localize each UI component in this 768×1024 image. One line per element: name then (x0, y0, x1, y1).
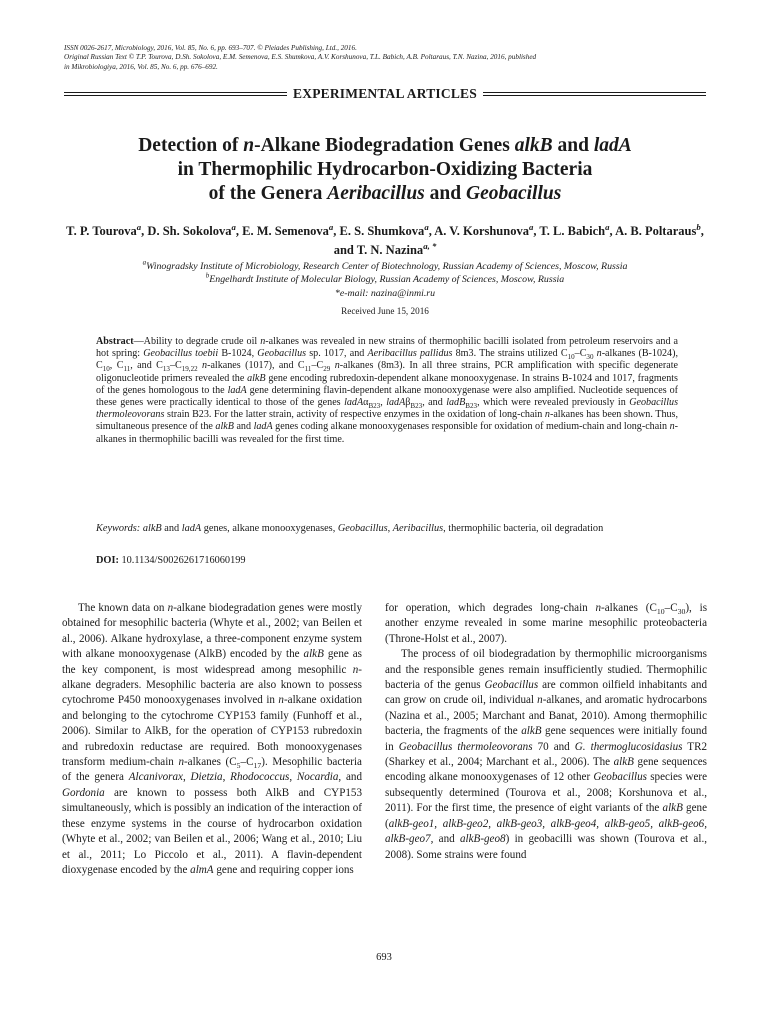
email: *e-mail: nazina@inmi.ru (334, 287, 436, 299)
journal-header (64, 44, 704, 72)
author: A. B. Poltaraus (615, 224, 697, 238)
section-label: EXPERIMENTAL ARTICLES (293, 86, 477, 101)
title-line: Detection of n-Alkane Biodegradation Genes alkB and ladA (138, 135, 632, 156)
header-line: ISSN 0026-2617, Microbiology, 2016, Vol. 85, No. 6, pp. 693–707. © Pleiades Publishing, Ltd., 2016. (64, 44, 357, 52)
affiliation: $^b$Engelhardt Institute of Molecular Biology, Russian Academy of Sciences, Moscow, Russia (205, 273, 565, 286)
author-list: T. P. Tourova$^a$, D. Sh. Sokolova$^a$, E. M. Semenova$^a$, E. S. Shumkova$^a$, A. V. Korshunova$^a$, T. L. Babich$^a$, A. B. Poltaraus$^b$, and T. N. Nazina$^{a, *}$ (66, 221, 704, 257)
body-column-right (385, 601, 707, 863)
author: E. M. Semenova (242, 224, 329, 238)
received-date: Received June 15, 2016 (341, 306, 429, 316)
author: T. N. Nazina (356, 242, 424, 257)
paragraph: The process of oil biodegradation by thermophilic microorganisms and the responsible genes remain insufficiently studied. Thermophilic bacteria of the genus Geobacillus are common oilfield inhabitants and can grow on crude oil, individual n-alkanes, and aromatic hydrocarbons (Nazina et al., 2005; Marchant and Banat, 2010). Among thermophilic bacteria, the fragments of the alkB gene sequences were initially found in Geobacillus thermoleovorans 70 and G. thermoglucosidasius TR2 (Sharkey et al., 2004; Marchant et al., 2006). The alkB gene sequences encoding alkane monooxygenases of 12 other Geobacillus species were subsequently determined (Tourova et al., 2008; Korshunova et al., 2011). For the first time, the presence of eight variants of the alkB gene (alkB-geo1, alkB-geo2, alkB-geo3, alkB-geo4, alkB-geo5, alkB-geo6, alkB-geo7, and alkB-geo8) in geobacilli was shown (Tourova et al., 2008). Some strains were found (385, 648, 708, 861)
abstract-label: Abstract (96, 336, 134, 347)
doi[interactable] (96, 555, 678, 566)
keywords: Keywords: alkB and ladA genes, alkane monooxygenases, Geobacillus, Aeribacillus, thermophilic bacteria, oil degradation (96, 523, 604, 534)
author: T. P. Tourova (66, 224, 137, 238)
title-line: of the Genera Aeribacillus and Geobacillus (208, 183, 562, 204)
page-number: 693 (376, 952, 392, 963)
body-column-left (62, 601, 362, 878)
paragraph: The known data on n-alkane biodegradation genes were mostly obtained for mesophilic bacteria (Whyte et al., 2002; van Beilen et al., 2006). Alkane hydroxylase, a three-component enzyme system with alkane monooxygenase (AlkB) encoded by the alkB gene as the key component, is most widespread among mesophilic n-alkane degraders. Mesophilic bacteria are also known to possess cytochrome P450 monooxygenases involved in n-alkane oxidation and belonging to the cytochrome CYP153 family (Funhoff et al., 2006). Similar to AlkB, for the operation of CYP153 rubredoxin and rubredoxin reductase are required. Both monooxygenases transform medium-chain n-alkanes $(C_5-C_{17})$. Mesophilic bacteria of the genera Alcanivorax, Dietzia, Rhodococcus, Nocardia, and Gordonia are known to possess both AlkB and CYP153 simultaneously, which is possibly an indication of the interaction of these enzyme systems in the course of hydrocarbon oxidation (Whyte et al., 2002; van Beilen et al., 2006; Wang et al., 2010; Liu et al., 2011; Lo Piccolo et al., 2011). A flavin-dependent dioxygenase encoded by the almA gene and requiring copper ions (62, 602, 362, 876)
header-line: in Mikrobiologiya, 2016, Vol. 85, No. 6, pp. 676–692. (64, 62, 218, 71)
section-rule-left (64, 92, 287, 96)
article-title (64, 134, 706, 206)
doi-label: DOI: (96, 555, 119, 566)
header-line: Original Russian Text © T.P. Tourova, D.Sh. Sokolova, E.M. Semenova, E.S. Shumkova, A.V. Korshunova, T.L. Babich, A.B. Poltaraus, T.N. Nazina, 2016, published (64, 53, 537, 62)
keywords-label: Keywords: (96, 523, 141, 534)
title-line: in Thermophilic Hydrocarbon-Oxidizing Bacteria (177, 159, 593, 180)
doi-value: 10.1134/S0026261716060199 (118, 555, 246, 566)
paragraph: for operation, which degrades long-chain n-alkanes $(C_{10}-C_{30})$, is another enzyme revealed in some marine mesophilic proteobacteria (Throne-Holst et al., 2007). (385, 602, 708, 645)
author: T. L. Babich (539, 224, 606, 238)
affiliations (64, 260, 706, 300)
abstract: Abstract—Ability to degrade crude oil n-alkanes was revealed in new strains of thermophilic bacilli isolated from petroleum reservoirs and a hot spring: Geobacillus toebii B-1024, Geobacillus sp. 1017, and Aeribacillus pallidus 8m3. The strains utilized $C_{10}-C_{30}$ n-alkanes (B-1024), $C_{10}$, $C_{11}$, and $C_{13}-C_{19,22}$ n-alkanes (1017), and $C_{11}-C_{29}$ n-alkanes (8m3). In all three strains, PCR amplification with specific degenerate oligonucleotide primers revealed the alkB gene encoding rubredoxin-dependent alkane monooxygenase. In strains B-1024 and 1017, fragments of the genes homologous to the ladA gene determining flavin-dependent alkane monooxygenase were also amplified. Nucleotide sequences of these genes were practically identical to those of the genes ladAα$_{B23}$, ladAβ$_{B23}$, and ladB$_{B23}$, which were revealed previously in Geobacillus thermoleovorans strain B23. For the latter strain, activity of respective enzymes in the oxidation of long-chain n-alkanes has been shown. Thus, simultaneous presence of the alkB and ladA genes coding alkane monooxygenases responsible for oxidation of medium-chain and long-chain n-alkanes in thermophilic bacilli was revealed for the first time. (96, 336, 679, 445)
section-rule-right (483, 92, 706, 96)
section-header (64, 85, 706, 103)
author: E. S. Shumkova (339, 224, 425, 238)
author: D. Sh. Sokolova (147, 224, 232, 238)
author: A. V. Korshunova (434, 224, 529, 238)
affiliation: $^a$Winogradsky Institute of Microbiology, Research Center of Biotechnology, Russian Academy of Sciences, Moscow, Russia (142, 259, 628, 272)
